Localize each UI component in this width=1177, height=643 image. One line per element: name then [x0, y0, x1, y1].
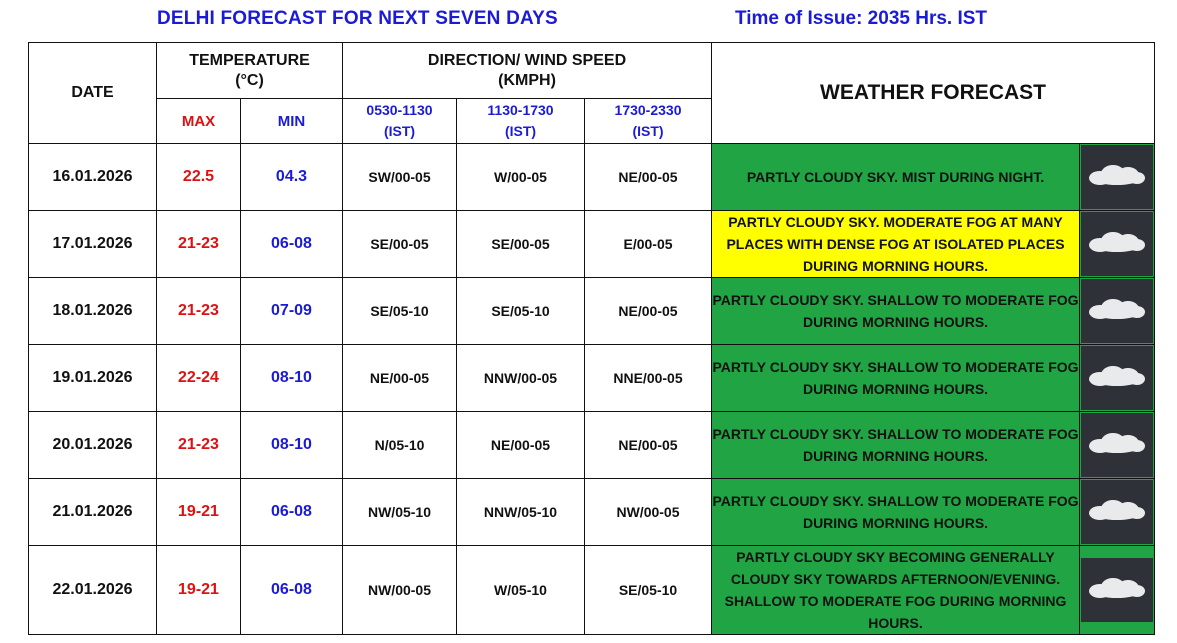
wind-evening-cell: SE/05-10: [585, 546, 712, 635]
slot-time: 0530-1130: [366, 102, 433, 118]
cloud-icon: [1081, 558, 1153, 622]
cloud-icon: [1081, 279, 1153, 343]
wind-morning-cell: SE/00-05: [343, 211, 457, 278]
wind-afternoon-cell: W/05-10: [457, 546, 585, 635]
wind-morning-cell: NW/05-10: [343, 479, 457, 546]
date-cell: 22.01.2026: [29, 546, 157, 635]
wind-morning-cell: NW/00-05: [343, 546, 457, 635]
slot-zone: (IST): [504, 123, 537, 139]
wind-evening-cell: NE/00-05: [585, 278, 712, 345]
weather-icon-cell: [1080, 144, 1155, 211]
weather-icon-cell: [1080, 278, 1155, 345]
wind-evening-cell: NE/00-05: [585, 412, 712, 479]
weather-icon-cell: [1080, 412, 1155, 479]
wind-morning-cell: SE/05-10: [343, 278, 457, 345]
forecast-cell: PARTLY CLOUDY SKY. MODERATE FOG AT MANY PLACES WITH DENSE FOG AT ISOLATED PLACES DURING MORNING HOURS.: [712, 211, 1080, 278]
date-header: DATE: [29, 43, 157, 144]
wind-afternoon-cell: SE/05-10: [457, 278, 585, 345]
date-cell: 16.01.2026: [29, 144, 157, 211]
forecast-cell: PARTLY CLOUDY SKY. MIST DURING NIGHT.: [712, 144, 1080, 211]
page-title: DELHI FORECAST FOR NEXT SEVEN DAYS: [157, 8, 558, 29]
table-row: [29, 479, 1155, 546]
min-temp-cell: 08-10: [241, 412, 343, 479]
wind-header-unit: (KMPH): [498, 71, 556, 89]
weather-forecast-header: WEATHER FORECAST: [712, 43, 1155, 144]
slot-header-morning: [343, 99, 457, 144]
forecast-cell: PARTLY CLOUDY SKY. SHALLOW TO MODERATE FOG DURING MORNING HOURS.: [712, 345, 1080, 412]
cloud-icon: [1081, 480, 1153, 544]
max-temp-cell: 21-23: [157, 211, 241, 278]
slot-time: 1130-1730: [487, 102, 554, 118]
wind-afternoon-cell: NE/00-05: [457, 412, 585, 479]
slot-time: 1730-2330: [614, 102, 682, 118]
wind-evening-cell: E/00-05: [585, 211, 712, 278]
min-temp-cell: 06-08: [241, 479, 343, 546]
max-temp-cell: 19-21: [157, 546, 241, 635]
cloud-icon: [1081, 346, 1153, 410]
wind-afternoon-cell: NNW/05-10: [457, 479, 585, 546]
wind-header: [343, 43, 712, 99]
issue-time: Time of Issue: 2035 Hrs. IST: [735, 8, 988, 29]
slot-header-afternoon: [457, 99, 585, 144]
wind-afternoon-cell: SE/00-05: [457, 211, 585, 278]
forecast-cell: PARTLY CLOUDY SKY. SHALLOW TO MODERATE FOG DURING MORNING HOURS.: [712, 479, 1080, 546]
min-temp-cell: 08-10: [241, 345, 343, 412]
wind-morning-cell: N/05-10: [343, 412, 457, 479]
cloud-icon: [1081, 145, 1153, 209]
table-row: [29, 211, 1155, 278]
table-row: [29, 412, 1155, 479]
min-temp-cell: 06-08: [241, 211, 343, 278]
weather-icon-cell: [1080, 345, 1155, 412]
date-cell: 21.01.2026: [29, 479, 157, 546]
table-row: [29, 345, 1155, 412]
slot-header-evening: [585, 99, 712, 144]
table-row: [29, 546, 1155, 635]
weather-icon-cell: [1080, 479, 1155, 546]
weather-icon-cell: [1080, 546, 1155, 635]
temperature-header: [157, 43, 343, 99]
date-cell: 19.01.2026: [29, 345, 157, 412]
max-temp-cell: 22.5: [157, 144, 241, 211]
wind-evening-cell: NNE/00-05: [585, 345, 712, 412]
max-header: MAX: [157, 99, 241, 144]
max-temp-cell: 22-24: [157, 345, 241, 412]
forecast-table: [28, 42, 1155, 635]
wind-evening-cell: NW/00-05: [585, 479, 712, 546]
table-row: [29, 278, 1155, 345]
forecast-cell: PARTLY CLOUDY SKY. SHALLOW TO MODERATE FOG DURING MORNING HOURS.: [712, 412, 1080, 479]
min-header: MIN: [241, 99, 343, 144]
forecast-cell: PARTLY CLOUDY SKY. SHALLOW TO MODERATE FOG DURING MORNING HOURS.: [712, 278, 1080, 345]
wind-afternoon-cell: NNW/00-05: [457, 345, 585, 412]
slot-zone: (IST): [632, 123, 664, 139]
date-cell: 17.01.2026: [29, 211, 157, 278]
temperature-header-unit: (°C): [235, 71, 264, 89]
wind-morning-cell: SW/00-05: [343, 144, 457, 211]
wind-header-line1: DIRECTION/ WIND SPEED: [427, 51, 627, 69]
date-cell: 18.01.2026: [29, 278, 157, 345]
max-temp-cell: 21-23: [157, 278, 241, 345]
wind-morning-cell: NE/00-05: [343, 345, 457, 412]
min-temp-cell: 06-08: [241, 546, 343, 635]
forecast-cell: PARTLY CLOUDY SKY BECOMING GENERALLY CLOUDY SKY TOWARDS AFTERNOON/EVENING. SHALLOW TO MODERATE FOG DURING MORNING HOURS.: [712, 546, 1080, 635]
temperature-header-line1: TEMPERATURE: [189, 51, 310, 69]
date-cell: 20.01.2026: [29, 412, 157, 479]
wind-evening-cell: NE/00-05: [585, 144, 712, 211]
weather-icon-cell: [1080, 211, 1155, 278]
slot-zone: (IST): [383, 123, 416, 139]
cloud-icon: [1081, 212, 1153, 276]
max-temp-cell: 19-21: [157, 479, 241, 546]
table-row: [29, 144, 1155, 211]
min-temp-cell: 07-09: [241, 278, 343, 345]
wind-afternoon-cell: W/00-05: [457, 144, 585, 211]
min-temp-cell: 04.3: [241, 144, 343, 211]
cloud-icon: [1081, 413, 1153, 477]
max-temp-cell: 21-23: [157, 412, 241, 479]
